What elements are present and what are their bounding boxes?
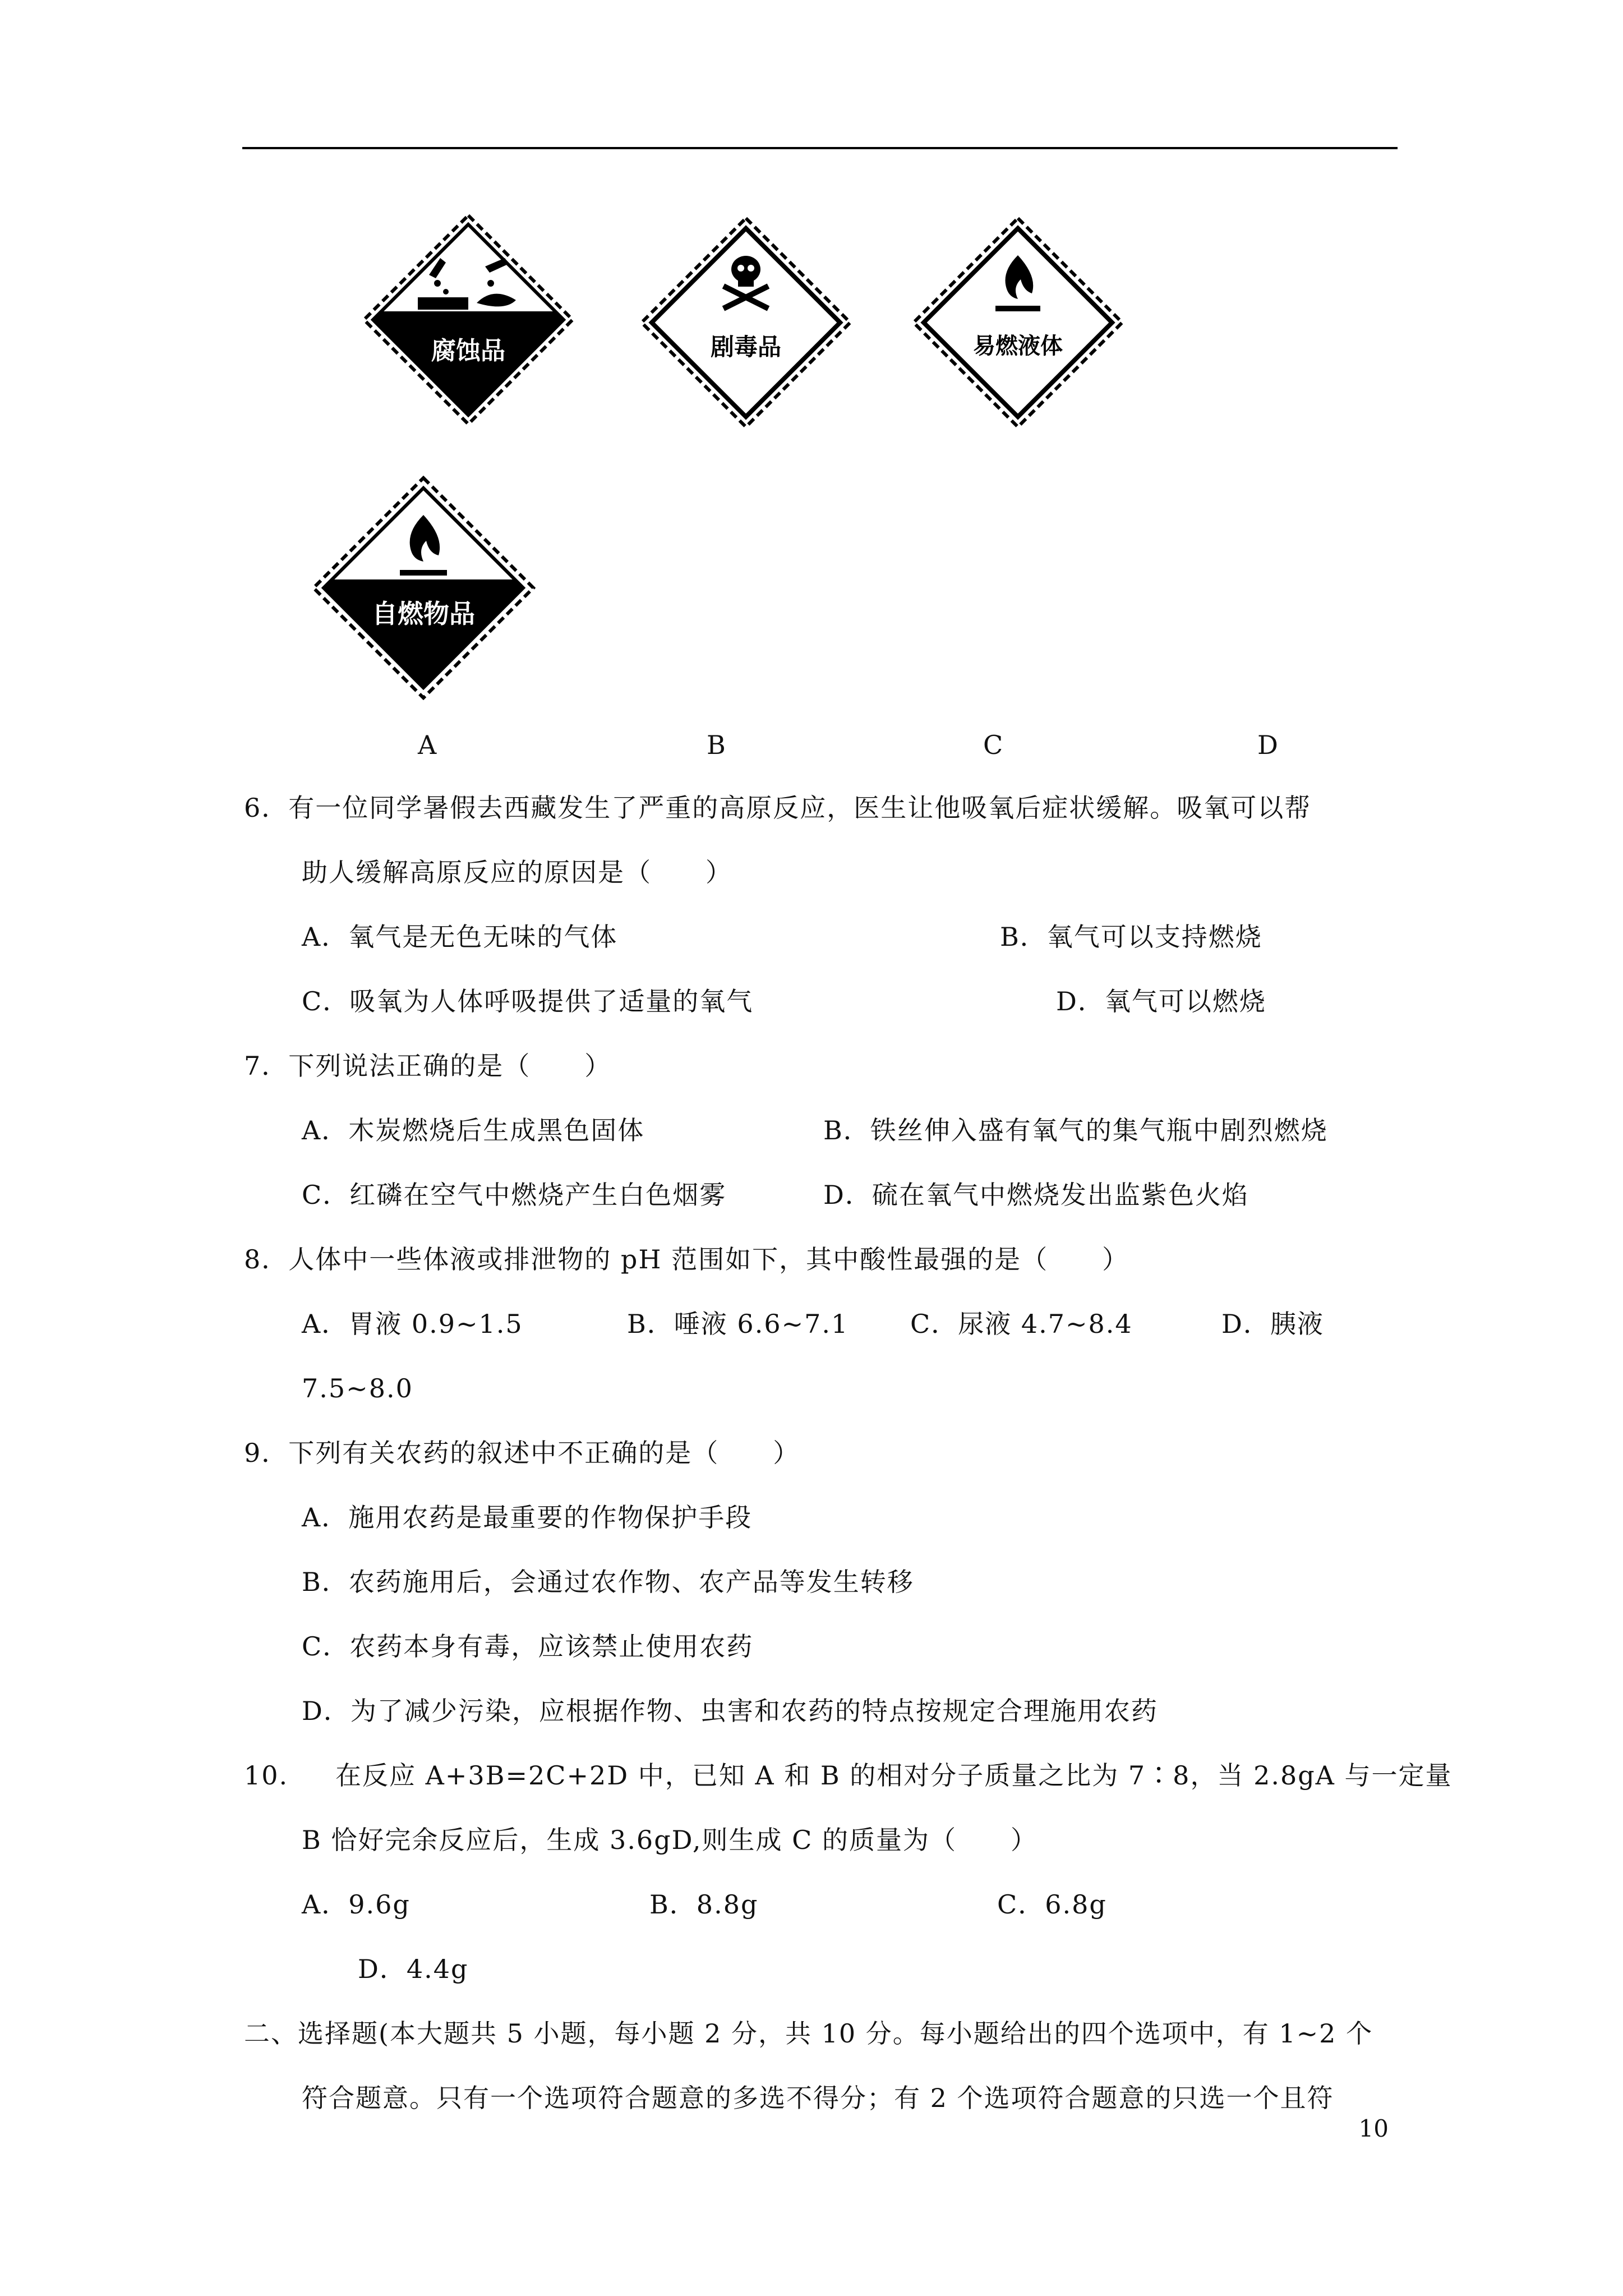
q8-option-c: C．尿液 4.7~8.4: [910, 1309, 1133, 1339]
sign-option-d: D: [1257, 730, 1278, 760]
section2-intro-line2: 符合题意。只有一个选项符合题意的多选不得分；有 2 个选项符合题意的只选一个且符: [302, 2083, 1334, 2113]
q9-option-d: D．为了减少污染，应根据作物、虫害和农药的特点按规定合理施用农药: [302, 1696, 1158, 1726]
q8-option-a: A．胃液 0.9~1.5: [302, 1309, 523, 1339]
q7-option-b: B．铁丝伸入盛有氧气的集气瓶中剧烈燃烧: [823, 1115, 1328, 1145]
q8-option-d-cont: 7.5~8.0: [302, 1373, 413, 1404]
hazard-sign-corrosive: [362, 213, 575, 426]
q10-option-c: C．6.8g: [997, 1889, 1107, 1920]
q9-option-a: A．施用农药是最重要的作物保护手段: [302, 1502, 753, 1533]
q6-stem-line2: 助人缓解高原反应的原因是（ ）: [302, 857, 732, 887]
sign-label: 剧毒品: [710, 333, 782, 361]
sign-option-c: C: [983, 730, 1003, 760]
header-rule: [242, 147, 1398, 149]
q6-option-d: D．氧气可以燃烧: [1056, 986, 1266, 1016]
sign-label: 易燃液体: [973, 333, 1063, 359]
sign-label: 腐蚀品: [431, 337, 505, 365]
page-number: 10: [1358, 2115, 1389, 2142]
q8-stem: 8．人体中一些体液或排泄物的 pH 范围如下，其中酸性最强的是（ ）: [244, 1244, 1129, 1274]
q10-option-d: D．4.4g: [358, 1954, 469, 1984]
q10-option-a: A．9.6g: [302, 1889, 411, 1920]
q6-option-a: A．氧气是无色无味的气体: [302, 922, 618, 952]
q10-option-b: B．8.8g: [649, 1889, 759, 1920]
q8-option-d: D．胰液: [1221, 1309, 1324, 1339]
sign-option-a: A: [418, 730, 437, 760]
q7-option-a: A．木炭燃烧后生成黑色固体: [302, 1115, 645, 1145]
q6-option-c: C．吸氧为人体呼吸提供了适量的氧气: [302, 986, 754, 1016]
sign-label: 自燃物品: [372, 599, 475, 629]
q10-number: 10.: [244, 1760, 289, 1791]
q6-option-b: B．氧气可以支持燃烧: [1000, 922, 1262, 952]
hazard-sign-flammable-liquid: [911, 216, 1124, 429]
q9-option-b: B．农药施用后，会通过农作物、农产品等发生转移: [302, 1567, 914, 1597]
q9-stem: 9．下列有关农药的叙述中不正确的是（ ）: [244, 1438, 800, 1468]
section2-intro-line1: 二、选择题(本大题共 5 小题，每小题 2 分，共 10 分。每小题给出的四个选项中，有 1~2 个: [244, 2018, 1373, 2049]
q10-stem-line1: 在反应 A+3B=2C+2D 中，已知 A 和 B 的相对分子质量之比为 7∶8，当 2.8gA 与一定量: [335, 1760, 1453, 1791]
sign-option-b: B: [707, 730, 726, 760]
q10-stem-line2: B 恰好完余反应后，生成 3.6gD,则生成 C 的质量为（ ）: [302, 1825, 1038, 1855]
q7-stem: 7．下列说法正确的是（ ）: [244, 1051, 612, 1081]
hazard-sign-spontaneous-combustion: [311, 476, 536, 700]
q7-option-c: C．红磷在空气中燃烧产生白色烟雾: [302, 1180, 727, 1210]
q7-option-d: D．硫在氧气中燃烧发出监紫色火焰: [823, 1180, 1249, 1210]
q8-option-b: B．唾液 6.6~7.1: [627, 1309, 849, 1339]
hazard-sign-toxic: [639, 216, 852, 429]
q9-option-c: C．农药本身有毒，应该禁止使用农药: [302, 1631, 754, 1662]
q6-stem-line1: 6．有一位同学暑假去西藏发生了严重的高原反应，医生让他吸氧后症状缓解。吸氧可以帮: [244, 793, 1312, 823]
